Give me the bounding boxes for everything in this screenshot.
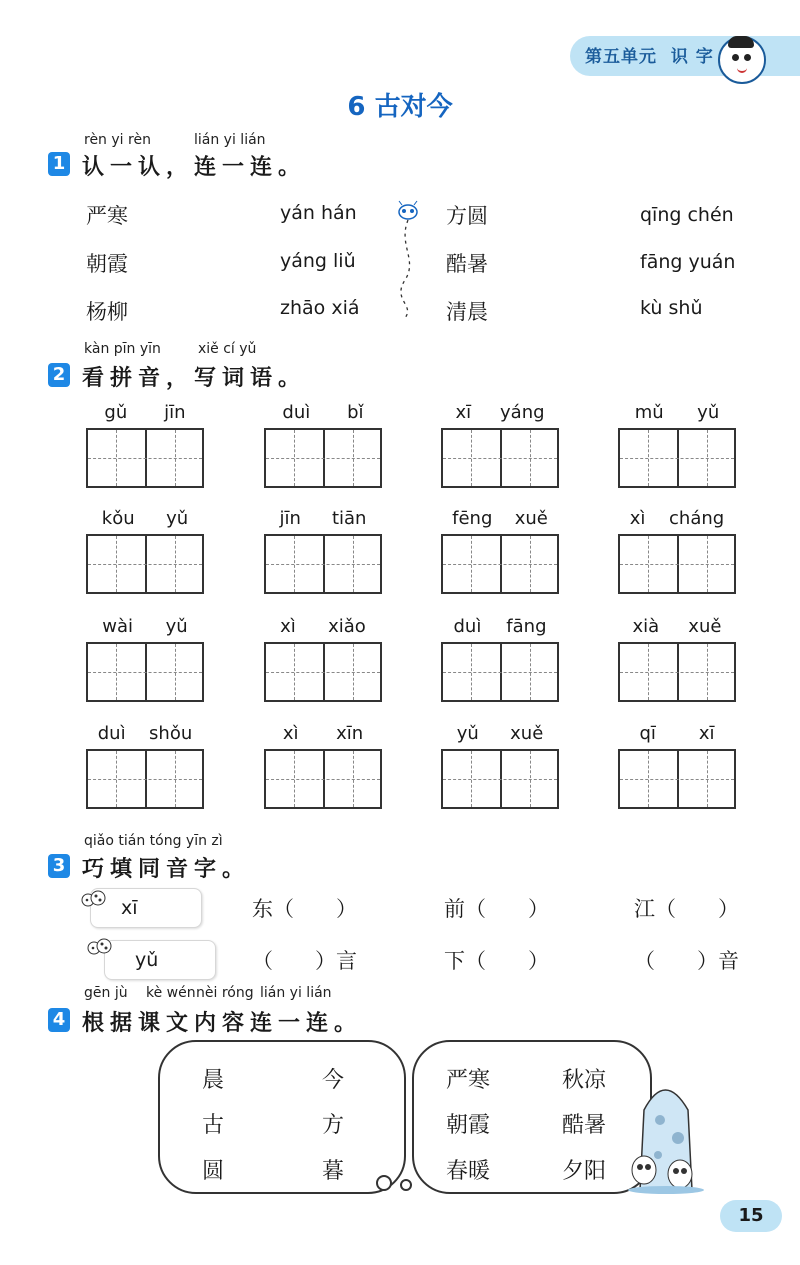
q1-left-word[interactable]: 杨柳 bbox=[86, 300, 128, 324]
fill-blank[interactable]: （ ）言 bbox=[252, 949, 357, 973]
q1-text: 认一认，连一连。 bbox=[82, 155, 307, 180]
pinyin-syllable: xì bbox=[629, 508, 646, 529]
pinyin-syllable: xīn bbox=[336, 723, 364, 744]
bubble-word[interactable]: 暮 bbox=[322, 1159, 345, 1184]
q1-right-word[interactable]: 清晨 bbox=[446, 300, 488, 324]
q2-number: 2 bbox=[48, 363, 70, 387]
pinyin-syllable: duì bbox=[282, 402, 311, 423]
fill-blank[interactable]: 江（ ） bbox=[634, 897, 739, 921]
pinyin-syllable: yǔ bbox=[456, 723, 479, 744]
q2-pinyin-1: kàn pīn yīn bbox=[84, 341, 161, 357]
q1-left-pinyin[interactable]: zhāo xiá bbox=[280, 297, 360, 319]
bubble-word[interactable]: 夕阳 bbox=[562, 1159, 607, 1184]
pinyin-syllable: tiān bbox=[331, 508, 367, 529]
pinyin-syllable: gǔ bbox=[104, 402, 128, 423]
fill-blank[interactable]: 下（ ） bbox=[444, 949, 549, 973]
pinyin-syllable: jīn bbox=[279, 508, 301, 529]
q4-pinyin-1: gēn jù bbox=[84, 985, 128, 1001]
writing-box[interactable] bbox=[618, 428, 736, 488]
writing-box[interactable] bbox=[441, 749, 559, 809]
q1-right-pinyin[interactable]: fāng yuán bbox=[640, 251, 736, 273]
pinyin-syllable: yǔ bbox=[165, 616, 188, 637]
grid-pinyin bbox=[441, 402, 559, 423]
writing-box[interactable] bbox=[86, 749, 204, 809]
q1-right-word[interactable]: 酷暑 bbox=[446, 252, 488, 276]
pinyin-syllable: xuě bbox=[688, 616, 722, 637]
pinyin-syllable: mǔ bbox=[634, 402, 664, 423]
q1-right-pinyin[interactable]: qīng chén bbox=[640, 204, 734, 226]
q4-text: 根据课文内容连一连。 bbox=[82, 1011, 363, 1036]
writing-box[interactable] bbox=[86, 642, 204, 702]
q1-left-pinyin[interactable]: yán hán bbox=[280, 202, 357, 224]
writing-box[interactable] bbox=[618, 534, 736, 594]
grid-pinyin bbox=[264, 402, 382, 423]
q3-text: 巧填同音字。 bbox=[82, 857, 251, 882]
q4-pinyin-3: nèi róng bbox=[196, 985, 254, 1001]
grid-pinyin bbox=[86, 402, 204, 423]
connector-bug-icon bbox=[393, 200, 423, 325]
writing-box[interactable] bbox=[441, 642, 559, 702]
q3-pinyin: qiǎo tián tóng yīn zì bbox=[84, 833, 223, 849]
grid-pinyin bbox=[264, 616, 382, 637]
unit-label: 第五单元 识 字 bbox=[585, 47, 714, 67]
bubble-word[interactable]: 今 bbox=[322, 1068, 345, 1093]
mascot-icon bbox=[718, 36, 766, 84]
q2-text: 看拼音，写词语。 bbox=[82, 366, 307, 391]
pinyin-syllable: xī bbox=[698, 723, 715, 744]
lesson-title: 6 古对今 bbox=[347, 92, 453, 122]
q4-pinyin-4: lián yi lián bbox=[260, 985, 332, 1001]
grid-pinyin bbox=[618, 616, 736, 637]
homophone-tag: yǔ bbox=[104, 940, 216, 980]
grid-pinyin bbox=[441, 616, 559, 637]
page-number: 15 bbox=[720, 1200, 782, 1232]
q1-left-word[interactable]: 严寒 bbox=[86, 204, 128, 228]
grid-pinyin bbox=[264, 508, 382, 529]
grid-pinyin bbox=[618, 723, 736, 744]
pinyin-syllable: cháng bbox=[669, 508, 725, 529]
bubble-word[interactable]: 晨 bbox=[202, 1068, 225, 1093]
bubble-word[interactable]: 古 bbox=[202, 1113, 225, 1138]
pinyin-syllable: xuě bbox=[514, 508, 548, 529]
q1-pinyin-1: rèn yi rèn bbox=[84, 132, 151, 148]
writing-box[interactable] bbox=[618, 642, 736, 702]
bubble-word[interactable]: 朝霞 bbox=[446, 1113, 491, 1138]
writing-box[interactable] bbox=[86, 428, 204, 488]
grid-pinyin bbox=[86, 616, 204, 637]
grid-pinyin bbox=[618, 402, 736, 423]
q2-pinyin-2: xiě cí yǔ bbox=[198, 341, 257, 357]
pinyin-syllable: duì bbox=[453, 616, 482, 637]
pinyin-syllable: xì bbox=[282, 723, 299, 744]
bubble-dots-icon bbox=[372, 1165, 422, 1195]
pinyin-syllable: xià bbox=[632, 616, 660, 637]
pinyin-syllable: bǐ bbox=[347, 402, 364, 423]
q1-number: 1 bbox=[48, 152, 70, 176]
writing-box[interactable] bbox=[264, 749, 382, 809]
pinyin-syllable: jīn bbox=[164, 402, 186, 423]
pinyin-syllable: kǒu bbox=[101, 508, 135, 529]
fill-blank[interactable]: （ ）音 bbox=[634, 949, 739, 973]
pinyin-syllable: yǔ bbox=[166, 508, 189, 529]
writing-box[interactable] bbox=[264, 642, 382, 702]
writing-box[interactable] bbox=[264, 534, 382, 594]
pinyin-syllable: duì bbox=[97, 723, 126, 744]
q1-left-word[interactable]: 朝霞 bbox=[86, 252, 128, 276]
owl-mushroom-icon bbox=[620, 1070, 706, 1195]
q1-right-pinyin[interactable]: kù shǔ bbox=[640, 297, 703, 319]
grid-pinyin bbox=[441, 723, 559, 744]
grid-pinyin bbox=[86, 723, 204, 744]
q4-pinyin-2: kè wén bbox=[146, 985, 196, 1001]
grid-pinyin bbox=[264, 723, 382, 744]
writing-box[interactable] bbox=[441, 428, 559, 488]
pinyin-syllable: fāng bbox=[506, 616, 547, 637]
pinyin-syllable: fēng bbox=[452, 508, 493, 529]
ladybug-icon bbox=[86, 936, 112, 956]
pinyin-syllable: wài bbox=[102, 616, 134, 637]
pinyin-syllable: yáng bbox=[500, 402, 545, 423]
bubble-word[interactable]: 严寒 bbox=[446, 1068, 491, 1093]
bubble-word[interactable]: 圆 bbox=[202, 1159, 225, 1184]
writing-box[interactable] bbox=[264, 428, 382, 488]
q1-right-word[interactable]: 方圆 bbox=[446, 204, 488, 228]
pinyin-syllable: yǔ bbox=[697, 402, 720, 423]
fill-blank[interactable]: 东（ ） bbox=[252, 897, 357, 921]
q4-number: 4 bbox=[48, 1008, 70, 1032]
bubble-word[interactable]: 秋凉 bbox=[562, 1068, 607, 1093]
ladybug-icon bbox=[80, 888, 106, 908]
writing-box[interactable] bbox=[441, 534, 559, 594]
bubble-word[interactable]: 酷暑 bbox=[562, 1113, 607, 1138]
pinyin-syllable: xì bbox=[280, 616, 296, 637]
grid-pinyin bbox=[86, 508, 204, 529]
bubble-word[interactable]: 春暖 bbox=[446, 1159, 491, 1184]
writing-box[interactable] bbox=[86, 534, 204, 594]
q1-left-pinyin[interactable]: yáng liǔ bbox=[280, 250, 356, 272]
grid-pinyin bbox=[441, 508, 559, 529]
fill-blank[interactable]: 前（ ） bbox=[444, 897, 549, 921]
q1-pinyin-2: lián yi lián bbox=[194, 132, 266, 148]
pinyin-syllable: shǒu bbox=[149, 723, 193, 744]
bubble-word[interactable]: 方 bbox=[322, 1113, 345, 1138]
pinyin-syllable: xī bbox=[455, 402, 472, 423]
left-bubble bbox=[158, 1040, 406, 1194]
writing-box[interactable] bbox=[618, 749, 736, 809]
grid-pinyin bbox=[618, 508, 736, 529]
homophone-tag: xī bbox=[90, 888, 202, 928]
q3-number: 3 bbox=[48, 854, 70, 878]
pinyin-syllable: xuě bbox=[510, 723, 544, 744]
pinyin-syllable: qī bbox=[639, 723, 656, 744]
pinyin-syllable: xiǎo bbox=[328, 616, 366, 637]
